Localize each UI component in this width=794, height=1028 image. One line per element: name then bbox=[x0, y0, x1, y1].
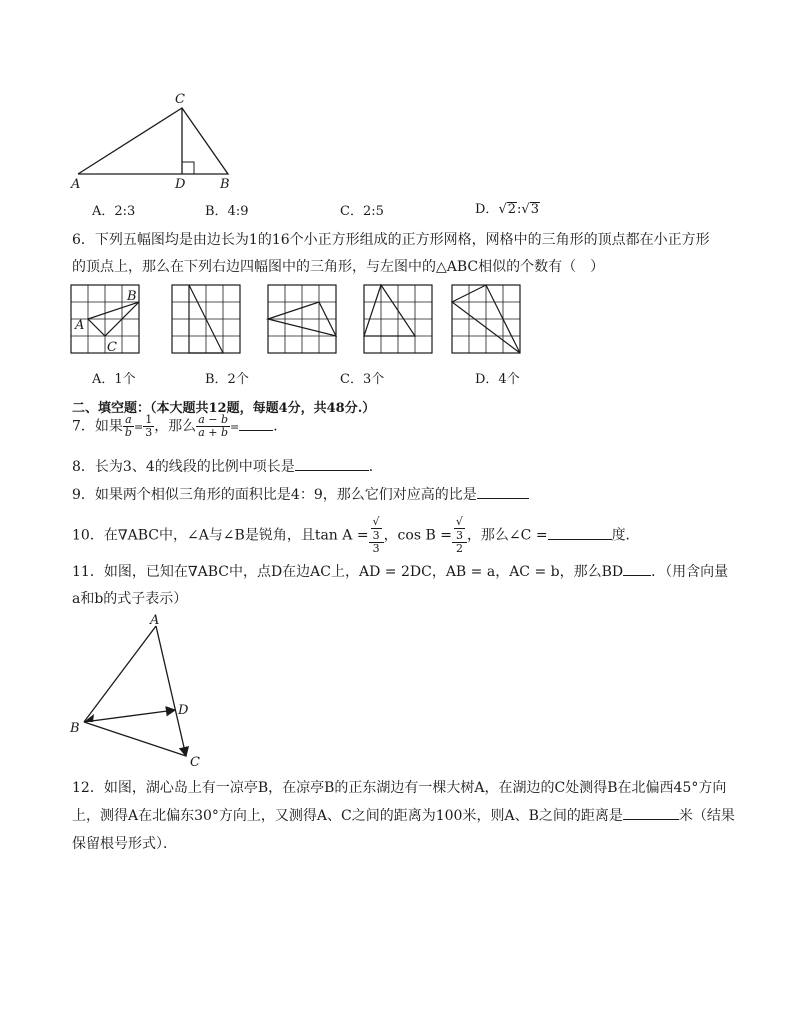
right-angle-mark bbox=[182, 162, 194, 174]
q10-end: 度． bbox=[611, 527, 640, 544]
segment-ab bbox=[84, 626, 156, 722]
q11-line-2: a和b的式子表示） bbox=[72, 591, 188, 607]
q10-part-3: ，那么∠C = bbox=[466, 527, 548, 544]
fig11-label-b: B bbox=[70, 721, 80, 736]
q5-option-d-radicand-2: 3 bbox=[530, 202, 539, 217]
q5-option-d[interactable]: D．√2:√3 bbox=[475, 202, 539, 217]
q5-option-b[interactable]: B．4:9 bbox=[205, 204, 249, 219]
q7-answer-blank[interactable] bbox=[239, 418, 273, 431]
q9-text: 9．如果两个相似三角形的面积比是4：9，那么它们对应高的比是 bbox=[72, 487, 477, 503]
q6-option-d[interactable]: D．4个 bbox=[475, 372, 520, 387]
q12-line-1: 12．如图，湖心岛上有一凉亭B，在凉亭B的正东湖边有一棵大树A，在湖边的C处测得B在北偏西45°方向 bbox=[72, 780, 727, 796]
grid-option-3 bbox=[364, 285, 432, 353]
q6-grid-figures bbox=[66, 280, 536, 360]
q7-fraction-target: $\frac{a - b}{a + b}$ bbox=[198, 413, 228, 439]
vector-bd bbox=[84, 710, 175, 722]
fig11-label-d: D bbox=[178, 703, 189, 718]
q8-answer-blank[interactable] bbox=[295, 458, 369, 471]
q8-text: 8．长为3、4的线段的比例中项长是 bbox=[72, 459, 295, 475]
q6-option-b[interactable]: B．2个 bbox=[205, 372, 249, 387]
label-c: C bbox=[175, 92, 185, 107]
q5-option-c[interactable]: C．2:5 bbox=[340, 204, 384, 219]
q6-line-1: 6．下列五幅图均是由边长为1的16个小正方形组成的正方形网格，网格中的三角形的顶点都在小正方形 bbox=[72, 232, 710, 248]
q10-fraction-cos: √ 3 2 bbox=[452, 516, 467, 555]
q7-end: ． bbox=[273, 418, 288, 435]
q12-answer-blank[interactable] bbox=[623, 807, 679, 820]
q12-text-a: 上，测得A在北偏东30°方向上，又测得A、C之间的距离为100米，则A、B之间的距离是 bbox=[72, 808, 623, 824]
section-2-heading: 二、填空题：（本大题共12题，每题4分，共48分.） bbox=[72, 401, 376, 416]
label-d: D bbox=[175, 177, 186, 192]
q7-eq: = bbox=[133, 420, 144, 434]
q12-text-b: 米（结果 bbox=[678, 808, 735, 824]
grid-option-4 bbox=[452, 285, 520, 353]
label-a: A bbox=[71, 177, 81, 192]
grid-abc bbox=[71, 285, 139, 355]
grid-option-1 bbox=[172, 285, 240, 353]
q12-line-3: 保留根号形式）． bbox=[72, 836, 177, 852]
q11-answer-blank[interactable] bbox=[623, 563, 651, 576]
q5-option-d-radicand-1: 2 bbox=[507, 202, 517, 217]
triangle-acb bbox=[78, 108, 228, 174]
q5-triangle-figure bbox=[60, 88, 250, 193]
q7-eq2: = bbox=[230, 420, 240, 434]
q7-fraction-a-b: $\frac{a}{b}$ bbox=[124, 413, 132, 439]
q11-line-1 bbox=[72, 561, 728, 581]
q12-line-2 bbox=[72, 805, 735, 825]
q6-option-c[interactable]: C．3个 bbox=[340, 372, 385, 387]
fig11-label-a: A bbox=[150, 613, 160, 628]
q11-text-a: 11．如图，已知在∇ABC中，点D在边AC上，AD = 2DC，AB = a，AC = b，那么BD bbox=[72, 564, 624, 580]
q11-triangle-figure bbox=[64, 610, 224, 775]
q10-part-2: ，cos B = bbox=[383, 527, 452, 544]
q6-line-2: 的顶点上，那么在下列右边四幅图中的三角形，与左图中的△ABC相似的个数有（ ） bbox=[72, 259, 605, 275]
grid-label-c: C bbox=[107, 340, 117, 355]
q7-prefix: 7．如果 bbox=[72, 418, 123, 435]
q5-option-d-prefix: D． bbox=[475, 202, 499, 217]
q7 bbox=[72, 414, 287, 439]
q10-answer-blank[interactable] bbox=[548, 527, 612, 540]
q7-fraction-1-3: $\frac{1}{3}$ bbox=[145, 413, 153, 439]
q5-option-d-separator: : bbox=[517, 202, 522, 217]
label-b: B bbox=[220, 177, 230, 192]
grid-label-a: A bbox=[75, 318, 85, 333]
grid-label-b: B bbox=[127, 289, 137, 304]
fig11-label-c: C bbox=[190, 755, 200, 770]
q5-option-a[interactable]: A．2:3 bbox=[92, 204, 136, 219]
q9-answer-blank[interactable] bbox=[477, 486, 529, 499]
q7-mid: ，那么 bbox=[154, 418, 197, 435]
q10-fraction-tan: √ 3 3 bbox=[369, 516, 384, 555]
q10 bbox=[72, 516, 640, 555]
q10-part-1: 10．在∇ABC中，∠A与∠B是锐角，且tan A = bbox=[72, 527, 369, 544]
q9 bbox=[72, 484, 529, 504]
q8 bbox=[72, 456, 383, 476]
vector-bc bbox=[84, 722, 186, 756]
q11-text-b: ．（用含向量 bbox=[651, 564, 729, 580]
q8-end: ． bbox=[368, 459, 383, 475]
grid-option-2 bbox=[268, 285, 336, 353]
q6-option-a[interactable]: A．1个 bbox=[92, 372, 136, 387]
segment-ac bbox=[156, 626, 186, 756]
